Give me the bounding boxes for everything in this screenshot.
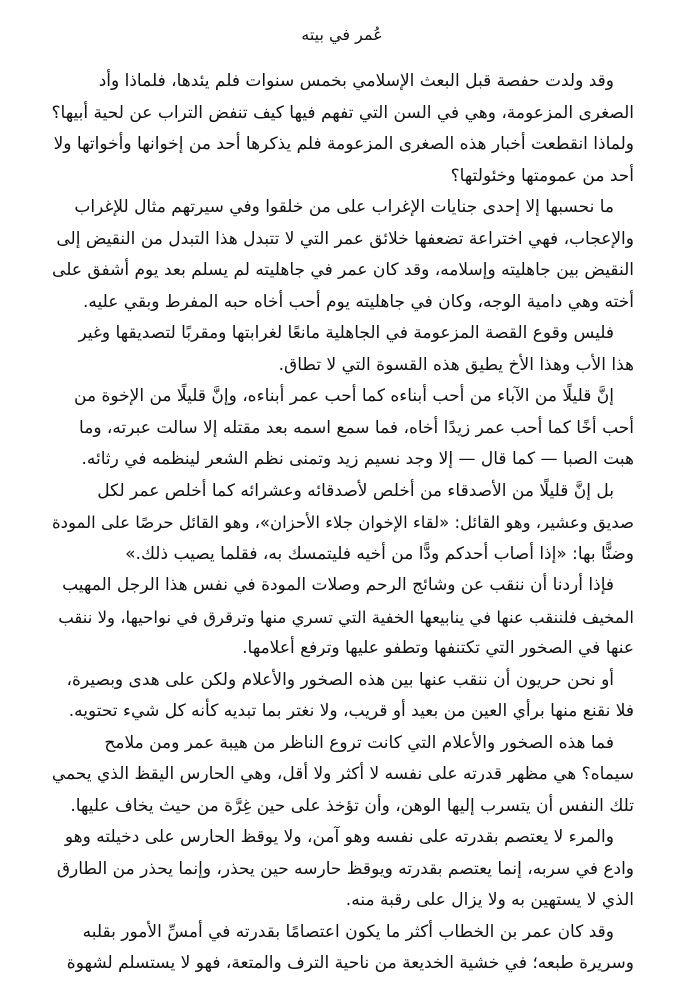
text-line: ولماذا انقطعت أخبار هذه الصغرى المزعومة فلم يذكرها أحد من إخوانها وأخواتها ولا [53,134,634,154]
body-text [44,66,634,980]
text-line: أحد من عمومتها وخئولتها؟ [450,165,634,186]
text-line: إنَّ قليلًا من الآباء من أحب أبناءه كما أحب عمر أبناءه، وإنَّ قليلًا من الإخوة من [74,386,614,406]
text-line: المخيف فلننقب عنها في ينابيعها الخفية التي تسري منها وترقرق في نواحيها، ولا ننقب [58,607,634,627]
text-line: فليس وقوع القصة المزعومة في الجاهلية مانعًا لغرابتها ومقربًا لتصديقها وغير [78,323,614,343]
text-line: بل إنَّ قليلًا من الأصدقاء من أخلص لأصدقائه وعشرائه كما أخلص عمر لكل [97,480,614,501]
text-line: ما نحسبها إلا إحدى جنايات الإغراب على من خلقوا وفي سيرتهم مثال للإغراب [74,197,614,217]
text-line: وقد كان عمر بن الخطاب أكثر ما يكون اعتصامًا بقدرته في أمسِّ الأمور بقلبه [82,921,614,942]
text-line: سيماه؟ هي مظهر قدرته على نفسه لا أكثر ولا أقل، وهي الحارس اليقظ الذي يحمي [51,764,634,784]
text-line: والمرء لا يعتصم بقدرته على نفسه وهو آمن، ولا يوقظ الحارس على دخيلته وهو [64,827,614,847]
text-line: أخته وهي دامية الوجه، وكان في جاهليته يوم أحب أخاه حبه المفرط وبقي عليه. [82,291,634,312]
text-line: هبت الصبا — كما قال — إلا وجد نسيم زيد وتمنى نظم الشعر لينظمه في رثائه. [81,449,634,469]
text-line: أحب أخًا كما أحب عمر زيدًا أخاه، فما سمع اسمه بعد مقتله إلا سالت عبرته، وما [79,417,634,438]
text-line: وسريرة طبعه؛ في خشية الخديعة من ناحية الترف والمتعة، فهو لا يستسلم لشهوة [66,953,634,973]
text-line: صديق وعشير، وهو القائل: «لقاء الإخوان جلاء الأحزان»، وهو القائل حرصًا على المودة [52,513,634,532]
text-line: الذي لا يستهين به ولا يزال على رقبة منه. [345,890,634,910]
text-line: هذا الأب وهذا الأخ يطيق هذه القسوة التي لا تطاق. [278,354,634,375]
text-line: تلك النفس أن يتسرب إليها الوهن، وأن تؤخذ على حين غِرَّة من حيث يخاف عليها. [70,795,634,816]
text-line: فما هذه الصخور والأعلام التي كانت تروع الناظر من هيبة عمر ومن ملامح [104,732,614,753]
text-line: فإذا أردنا أن ننقب عن وشائج الرحم وصلات المودة في نفس هذا الرجل المهيب [62,575,614,595]
text-line: وادع في سربه، إنما يعتصم بقدرته ويوقظ حارسه حين يحذر، وإنما يحذر من الطارق [56,858,634,879]
text-line: فلا نقنع منها برأي العين من بعيد أو قريب، ولا نغتر بما تبديه كأنه كل شيء تحتويه. [68,701,634,721]
page-title: عُمر في بيته [301,25,383,44]
text-line: وضنًّا بها: «إذا أصاب أحدكم ودًّا من أخيه فليتمسك به، فقلما يصيب ذلك.» [125,543,634,564]
text-line: الصغرى المزعومة، وهي في السن التي تفهم فيها كيف تنفض التراب عن لحية أبيها؟ [51,102,634,123]
text-line: عنها في الصخور التي تكتنفها وتطفو عليها وترفع أعلامها. [242,638,634,658]
text-line: والإعجاب، فهي اختراعة تضعفها خلائق عمر التي لا تتبدل هذا التبدل من النقيض إلى [56,228,634,249]
text-line: النقيض بين جاهليته وإسلامه، وقد كان عمر في جاهليته لم يسلم بعد يوم أشفق على [52,260,634,280]
text-line: أو نحن حريون أن ننقب عنها بين هذه الصخور والأعلام ولكن على هدى وبصيرة، [66,669,614,690]
text-line: وقد ولدت حفصة قبل البعث الإسلامي بخمس سنوات فلم يئدها، فلماذا وأد [98,71,614,91]
